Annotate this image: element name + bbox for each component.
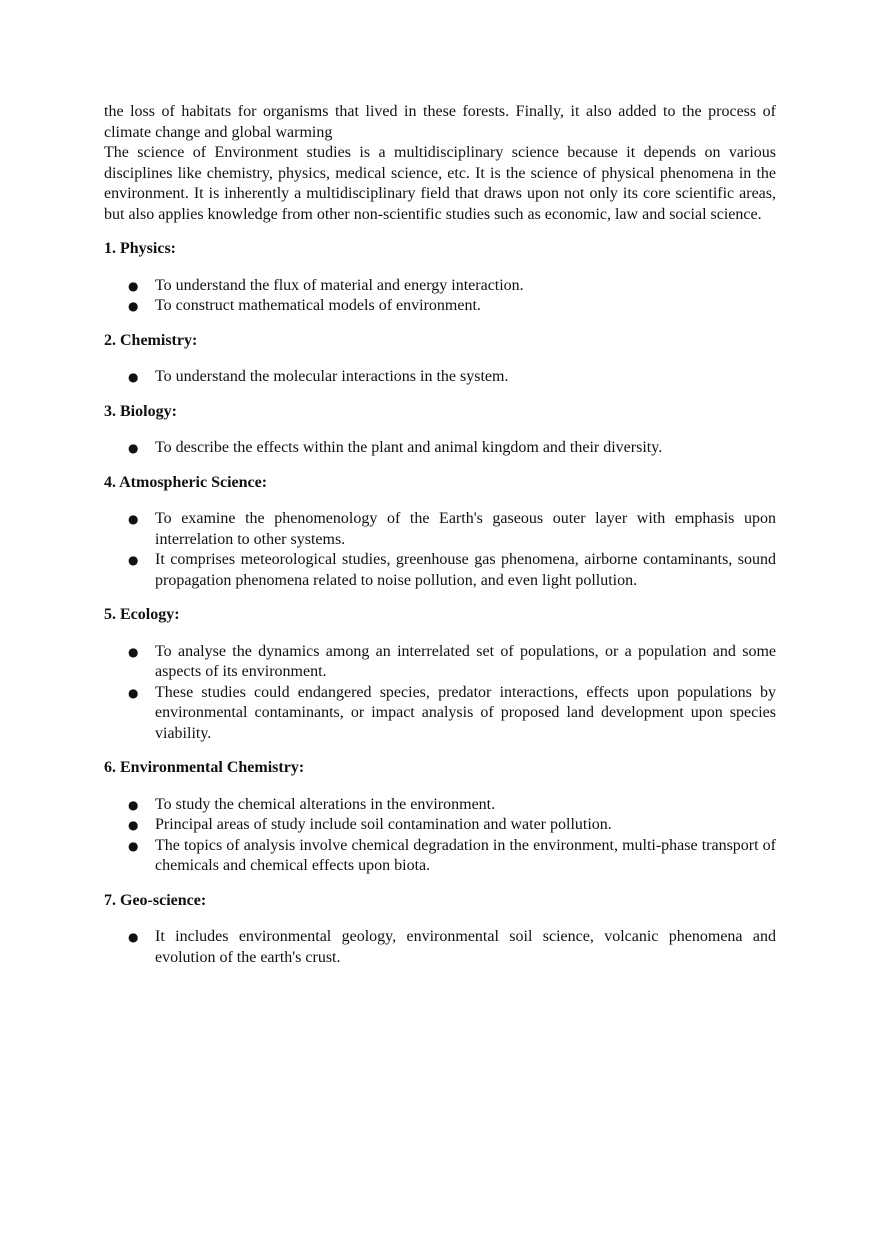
list-item — [104, 836, 776, 877]
bullet-icon: ● — [128, 797, 139, 812]
bullet-icon: ● — [128, 512, 139, 526]
list-item — [104, 683, 776, 745]
bullet-icon: ● — [128, 685, 139, 700]
section-physics — [104, 239, 776, 317]
list-item — [104, 276, 776, 297]
list-item — [104, 296, 776, 317]
section-chemistry — [104, 331, 776, 388]
section-heading: 3. Biology: — [104, 402, 177, 420]
list-item-text: To study the chemical alterations in the environment. — [155, 795, 496, 813]
section-heading: 2. Chemistry: — [104, 331, 198, 349]
bullet-list — [104, 276, 776, 317]
document-page — [104, 102, 776, 968]
section-biology — [104, 402, 776, 459]
list-item — [104, 367, 776, 388]
bullet-list — [104, 509, 776, 591]
section-environmental-chemistry — [104, 758, 776, 877]
intro-paragraph-2: The science of Environment studies is a multidisciplinary science because it depends on various disciplines like chemistry, physics, medical science, etc. It is the science of physical phenomena in the environment. It is inherently a multidisciplinary field that draws upon not only its core scientific areas, but also applies knowledge from other non-scientific studies such as economic, law and social science. — [104, 144, 776, 223]
list-item — [104, 509, 776, 550]
section-heading: 5. Ecology: — [104, 606, 180, 623]
section-heading: 4. Atmospheric Science: — [104, 473, 268, 491]
section-heading: 1. Physics: — [104, 240, 176, 257]
list-item — [104, 550, 776, 591]
list-item-text: To examine the phenomenology of the Earth's gaseous outer layer with emphasis upon interrelation to other systems. — [155, 510, 776, 548]
intro-paragraph-1: the loss of habitats for organisms that lived in these forests. Finally, it also added to the process of climate change and global warming — [104, 103, 776, 141]
bullet-icon: ● — [128, 278, 139, 293]
bullet-icon: ● — [128, 299, 139, 313]
list-item-text: It comprises meteorological studies, greenhouse gas phenomena, airborne contaminants, sound propagation phenomena related to noise pollution, and even light pollution. — [155, 551, 776, 589]
list-item-text: The topics of analysis involve chemical degradation in the environment, multi-phase transport of chemicals and chemical effects upon biota. — [155, 836, 776, 874]
section-heading: 6. Environmental Chemistry: — [104, 759, 305, 776]
bullet-icon: ● — [128, 838, 139, 853]
section-ecology — [104, 605, 776, 744]
list-item-text: To understand the molecular interactions in the system. — [155, 368, 509, 385]
list-item-text: To analyse the dynamics among an interrelated set of populations, or a population and some aspects of its environment. — [155, 642, 776, 680]
bullet-icon: ● — [128, 553, 139, 567]
list-item-text: To describe the effects within the plant and animal kingdom and their diversity. — [155, 439, 663, 456]
list-item — [104, 927, 776, 968]
bullet-icon: ● — [128, 644, 139, 659]
bullet-list — [104, 795, 776, 877]
list-item-text: Principal areas of study include soil contamination and water pollution. — [155, 816, 612, 833]
bullet-list — [104, 438, 776, 459]
bullet-list — [104, 367, 776, 388]
section-heading: 7. Geo-science: — [104, 891, 207, 909]
list-item-text: To understand the flux of material and energy interaction. — [155, 276, 524, 294]
list-item — [104, 438, 776, 459]
bullet-icon: ● — [128, 930, 139, 944]
list-item-text: These studies could endangered species, predator interactions, effects upon populations by environmental contaminants, or impact analysis of proposed land development upon species viability. — [155, 683, 776, 742]
bullet-list — [104, 927, 776, 968]
list-item — [104, 815, 776, 836]
section-atmospheric-science — [104, 473, 776, 592]
bullet-icon: ● — [128, 818, 139, 832]
bullet-list — [104, 642, 776, 745]
section-geo-science — [104, 891, 776, 969]
list-item — [104, 795, 776, 816]
list-item-text: It includes environmental geology, environmental soil science, volcanic phenomena and evolution of the earth's crust. — [155, 928, 776, 966]
list-item — [104, 642, 776, 683]
list-item-text: To construct mathematical models of environment. — [155, 297, 481, 314]
bullet-icon: ● — [128, 441, 139, 455]
bullet-icon: ● — [128, 370, 139, 384]
